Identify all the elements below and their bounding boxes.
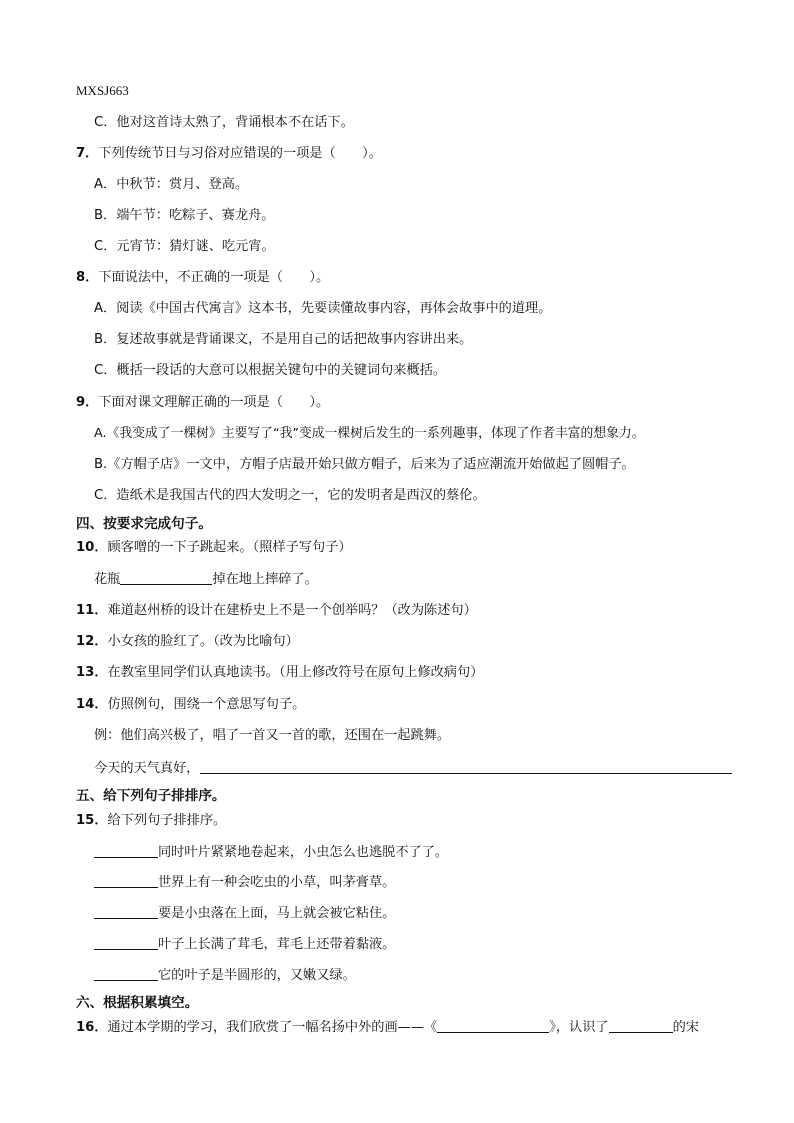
doc-code: MXSJ663: [76, 83, 129, 98]
q9-option-c: C．造纸术是我国古代的四大发明之一，它的发明者是西汉的蔡伦。: [94, 488, 486, 503]
question-13: [76, 664, 483, 682]
question-text: 难道赵州桥的设计在建桥史上不是一个创举吗？（改为陈述句）: [107, 603, 477, 618]
question-number: 15．: [76, 813, 108, 828]
q15-item: [94, 966, 356, 985]
q15-item-text: 世界上有一种会吃虫的小草，叫茅膏草。: [158, 875, 396, 890]
q9-option-b: B.《方帽子店》一文中，方帽子店最开始只做方帽子，后来为了适应潮流开始做起了圆帽子。: [94, 457, 635, 472]
section-5-heading: 五、给下列句子排排序。: [76, 788, 226, 804]
question-text: 在教室里同学们认真地读书。（用上修改符号在原句上修改病句）: [107, 665, 484, 680]
question-number: 13．: [76, 665, 108, 680]
question-number: 9．: [76, 395, 99, 410]
q15-item: [94, 873, 395, 892]
question-text: 下面对课文理解正确的一项是（ ）。: [98, 395, 330, 410]
q7-option-a: A．中秋节：赏月、登高。: [94, 177, 249, 192]
order-blank[interactable]: [94, 935, 158, 950]
question-text: 通过本学期的学习，我们欣赏了一幅名扬中外的画——《: [107, 1020, 438, 1035]
q10-suffix: 掉在地上摔碎了。: [212, 572, 318, 587]
q10-answer-line: [94, 570, 318, 589]
question-16: [76, 1018, 699, 1037]
question-9: [76, 394, 329, 412]
question-11: [76, 602, 477, 620]
order-blank[interactable]: [94, 966, 158, 981]
question-number: 10．: [76, 540, 108, 555]
q15-item-text: 它的叶子是半圆形的，又嫩又绿。: [158, 968, 356, 983]
q10-blank[interactable]: [120, 570, 212, 585]
q7-option-c: C．元宵节：猜灯谜、吃元宵。: [94, 239, 275, 254]
q15-item: [94, 904, 395, 923]
q16-mid: 》，认识了: [549, 1020, 609, 1035]
question-text: 小女孩的脸红了。（改为比喻句）: [107, 634, 299, 649]
question-text: 仿照例句，围绕一个意思写句子。: [107, 697, 306, 712]
question-15: [76, 812, 226, 830]
question-number: 11．: [76, 603, 108, 618]
question-14: [76, 696, 305, 714]
q14-blank[interactable]: [200, 759, 732, 774]
order-blank[interactable]: [94, 873, 158, 888]
q15-item-text: 要是小虫落在上面，马上就会被它粘住。: [158, 906, 396, 921]
question-number: 7．: [76, 146, 99, 161]
question-text: 给下列句子排排序。: [107, 813, 227, 828]
question-text: 下面说法中，不正确的一项是（ ）。: [98, 270, 330, 285]
q16-blank-painting[interactable]: [437, 1018, 549, 1033]
q16-blank-person[interactable]: [609, 1018, 673, 1033]
question-8: [76, 269, 329, 287]
q7-option-b: B．端午节：吃粽子、赛龙舟。: [94, 208, 275, 223]
q8-option-b: B．复述故事就是背诵课文，不是用自己的话把故事内容讲出来。: [94, 332, 473, 347]
question-text: 顾客噌的一下子跳起来。（照样子写句子）: [107, 540, 352, 555]
question-number: 8．: [76, 270, 99, 285]
q14-answer-line: [94, 759, 732, 778]
q15-item: [94, 843, 448, 862]
question-7: [76, 145, 382, 163]
q10-prefix: 花瓶: [94, 572, 121, 587]
prev-option-c: C．他对这首诗太熟了，背诵根本不在话下。: [94, 115, 354, 130]
q9-option-a: A.《我变成了一棵树》主要写了“我”变成一棵树后发生的一系列趣事，体现了作者丰富的想象力。: [94, 426, 645, 441]
order-blank[interactable]: [94, 843, 158, 858]
q16-suffix: 的宋: [672, 1020, 699, 1035]
section-6-heading: 六、根据积累填空。: [76, 995, 199, 1011]
section-4-heading: 四、按要求完成句子。: [76, 516, 212, 532]
q15-item: [94, 935, 395, 954]
question-12: [76, 633, 299, 651]
q15-item-text: 同时叶片紧紧地卷起来，小虫怎么也逃脱不了了。: [158, 845, 449, 860]
question-number: 14．: [76, 697, 108, 712]
q8-option-c: C．概括一段话的大意可以根据关键句中的关键词句来概括。: [94, 363, 447, 378]
question-text: 下列传统节日与习俗对应错误的一项是（ ）。: [98, 146, 382, 161]
q14-example: 例：他们高兴极了，唱了一首又一首的歌，还围在一起跳舞。: [94, 728, 451, 743]
q15-item-text: 叶子上长满了茸毛，茸毛上还带着黏液。: [158, 937, 396, 952]
order-blank[interactable]: [94, 904, 158, 919]
question-number: 12．: [76, 634, 108, 649]
q14-prompt: 今天的天气真好，: [94, 761, 200, 776]
question-number: 16．: [76, 1020, 108, 1035]
question-10: [76, 539, 352, 557]
q8-option-a: A．阅读《中国古代寓言》这本书，先要读懂故事内容，再体会故事中的道理。: [94, 301, 552, 316]
